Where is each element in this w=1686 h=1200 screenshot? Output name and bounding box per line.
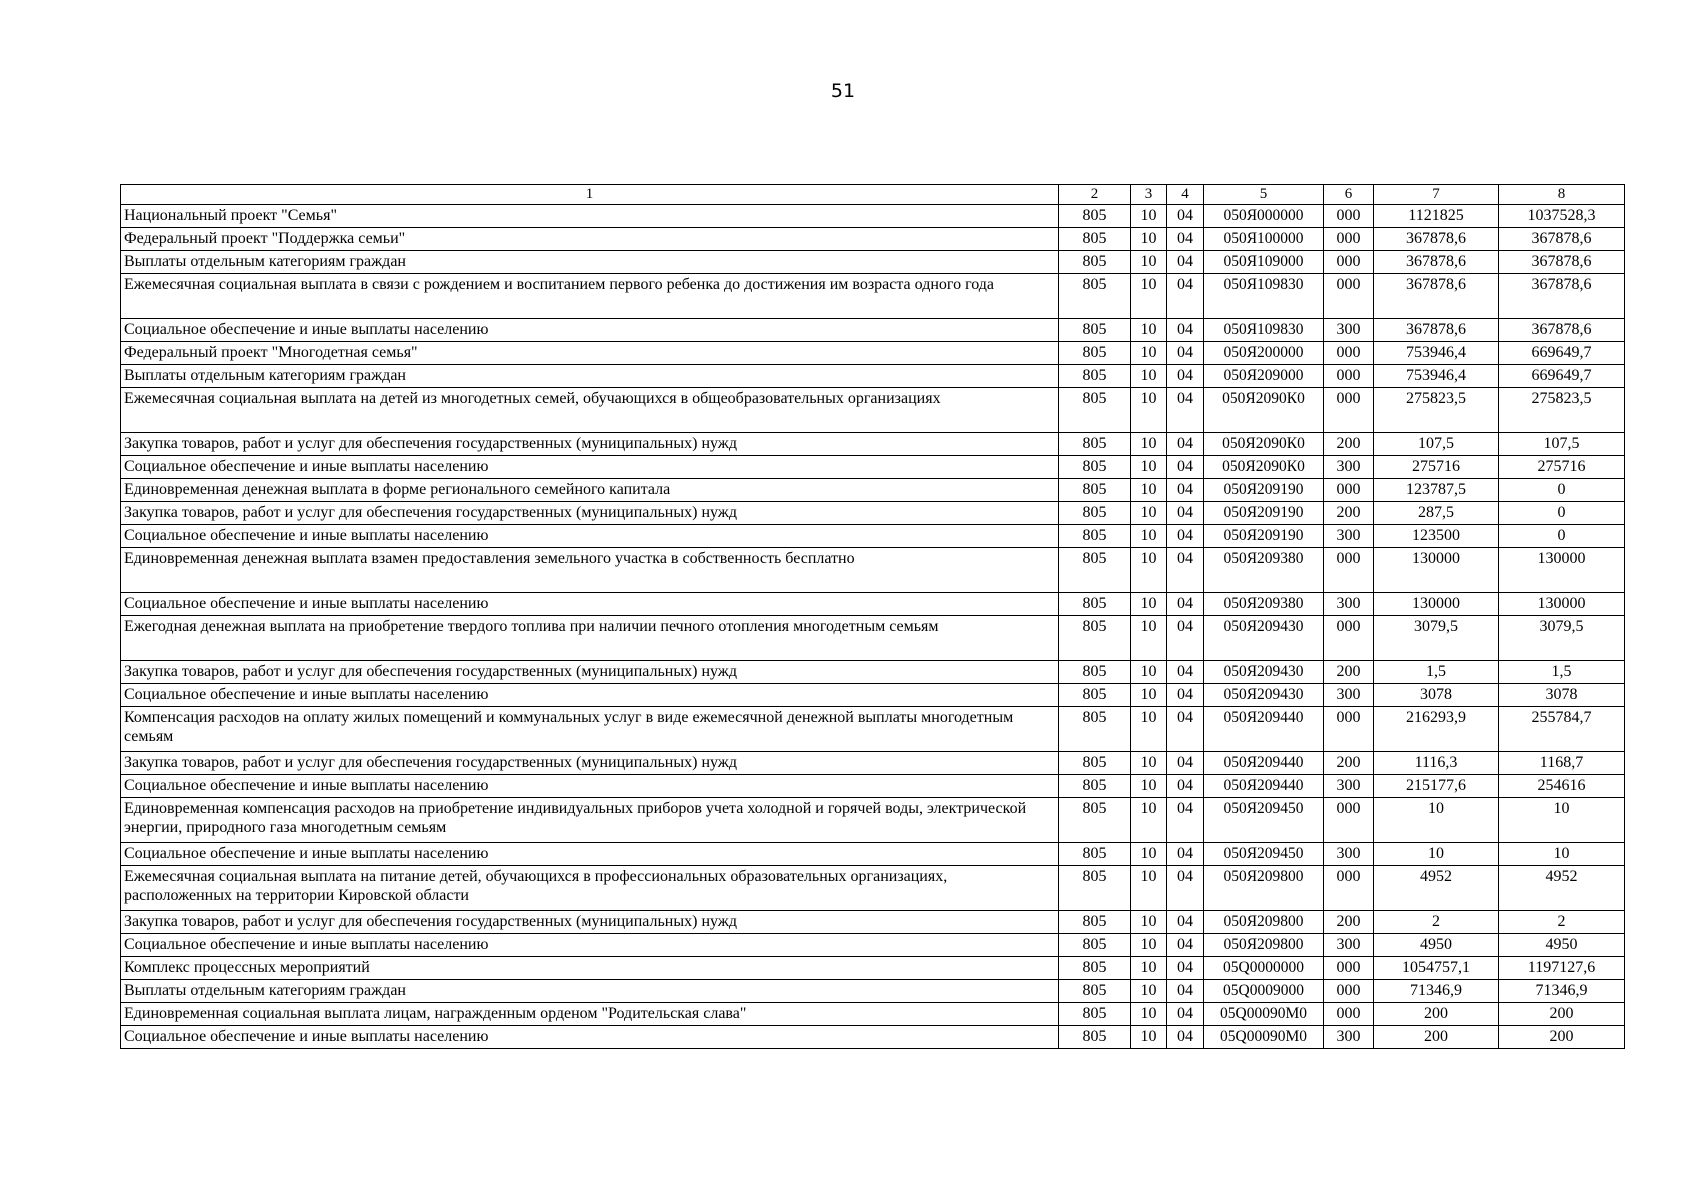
amount-col-8: 4950: [1499, 934, 1625, 957]
target-article-code: 050Я100000: [1204, 228, 1324, 251]
subsection-code: 04: [1167, 342, 1204, 365]
expense-type-code: 300: [1324, 1026, 1374, 1049]
section-code: 10: [1131, 388, 1167, 433]
section-code: 10: [1131, 911, 1167, 934]
item-name: Ежемесячная социальная выплата на питание детей, обучающихся в профессиональных образовательных организациях, расположенных на территории Кировской области: [121, 866, 1059, 911]
table-row: [121, 342, 1625, 365]
section-code: 10: [1131, 934, 1167, 957]
section-code: 10: [1131, 1003, 1167, 1026]
expense-type-code: 300: [1324, 593, 1374, 616]
expense-type-code: 200: [1324, 502, 1374, 525]
amount-col-7: 287,5: [1374, 502, 1499, 525]
amount-col-7: 123500: [1374, 525, 1499, 548]
item-name: Ежемесячная социальная выплата на детей из многодетных семей, обучающихся в общеобразовательных организациях: [121, 388, 1059, 433]
section-code: 10: [1131, 593, 1167, 616]
table-row: [121, 957, 1625, 980]
amount-col-8: 107,5: [1499, 433, 1625, 456]
header-row: [121, 185, 1625, 205]
amount-col-7: 367878,6: [1374, 251, 1499, 274]
table-row: [121, 456, 1625, 479]
ministry-code: 805: [1059, 205, 1131, 228]
subsection-code: 04: [1167, 274, 1204, 319]
table-row: [121, 616, 1625, 661]
table-row: [121, 1026, 1625, 1049]
subsection-code: 04: [1167, 866, 1204, 911]
amount-col-8: 4952: [1499, 866, 1625, 911]
ministry-code: 805: [1059, 752, 1131, 775]
ministry-code: 805: [1059, 456, 1131, 479]
section-code: 10: [1131, 548, 1167, 593]
subsection-code: 04: [1167, 548, 1204, 593]
ministry-code: 805: [1059, 342, 1131, 365]
amount-col-7: 107,5: [1374, 433, 1499, 456]
item-name: Ежегодная денежная выплата на приобретение твердого топлива при наличии печного отопления многодетным семьям: [121, 616, 1059, 661]
section-code: 10: [1131, 957, 1167, 980]
target-article-code: 050Я209190: [1204, 525, 1324, 548]
item-name: Единовременная денежная выплата в форме регионального семейного капитала: [121, 479, 1059, 502]
amount-col-8: 130000: [1499, 593, 1625, 616]
section-code: 10: [1131, 843, 1167, 866]
amount-col-7: 4950: [1374, 934, 1499, 957]
subsection-code: 04: [1167, 707, 1204, 752]
table-row: [121, 593, 1625, 616]
section-code: 10: [1131, 365, 1167, 388]
amount-col-8: 130000: [1499, 548, 1625, 593]
ministry-code: 805: [1059, 661, 1131, 684]
section-code: 10: [1131, 479, 1167, 502]
ministry-code: 805: [1059, 388, 1131, 433]
amount-col-7: 1054757,1: [1374, 957, 1499, 980]
section-code: 10: [1131, 525, 1167, 548]
table-row: [121, 548, 1625, 593]
subsection-code: 04: [1167, 775, 1204, 798]
amount-col-7: 200: [1374, 1003, 1499, 1026]
subsection-code: 04: [1167, 593, 1204, 616]
section-code: 10: [1131, 228, 1167, 251]
amount-col-8: 669649,7: [1499, 342, 1625, 365]
ministry-code: 805: [1059, 525, 1131, 548]
amount-col-8: 200: [1499, 1003, 1625, 1026]
section-code: 10: [1131, 342, 1167, 365]
amount-col-8: 1037528,3: [1499, 205, 1625, 228]
item-name: Единовременная компенсация расходов на приобретение индивидуальных приборов учета холодной и горячей воды, электрической энергии, природного газа многодетным семьям: [121, 798, 1059, 843]
amount-col-7: 1116,3: [1374, 752, 1499, 775]
amount-col-7: 367878,6: [1374, 274, 1499, 319]
amount-col-8: 275823,5: [1499, 388, 1625, 433]
section-code: 10: [1131, 707, 1167, 752]
amount-col-7: 753946,4: [1374, 342, 1499, 365]
expense-type-code: 000: [1324, 365, 1374, 388]
table-row: [121, 661, 1625, 684]
amount-col-7: 2: [1374, 911, 1499, 934]
target-article-code: 050Я209440: [1204, 752, 1324, 775]
expense-type-code: 000: [1324, 548, 1374, 593]
amount-col-8: 367878,6: [1499, 274, 1625, 319]
amount-col-7: 130000: [1374, 548, 1499, 593]
amount-col-7: 367878,6: [1374, 319, 1499, 342]
subsection-code: 04: [1167, 365, 1204, 388]
table-row: [121, 911, 1625, 934]
expense-type-code: 000: [1324, 1003, 1374, 1026]
ministry-code: 805: [1059, 365, 1131, 388]
item-name: Закупка товаров, работ и услуг для обеспечения государственных (муниципальных) нужд: [121, 661, 1059, 684]
section-code: 10: [1131, 775, 1167, 798]
expense-type-code: 200: [1324, 911, 1374, 934]
amount-col-8: 71346,9: [1499, 980, 1625, 1003]
ministry-code: 805: [1059, 843, 1131, 866]
item-name: Выплаты отдельным категориям граждан: [121, 980, 1059, 1003]
item-name: Единовременная денежная выплата взамен предоставления земельного участка в собственность бесплатно: [121, 548, 1059, 593]
table-row: [121, 228, 1625, 251]
amount-col-8: 10: [1499, 843, 1625, 866]
amount-col-8: 367878,6: [1499, 228, 1625, 251]
amount-col-8: 1197127,6: [1499, 957, 1625, 980]
section-code: 10: [1131, 684, 1167, 707]
target-article-code: 050Я109830: [1204, 274, 1324, 319]
target-article-code: 050Я209380: [1204, 548, 1324, 593]
target-article-code: 050Я200000: [1204, 342, 1324, 365]
item-name: Социальное обеспечение и иные выплаты населению: [121, 456, 1059, 479]
amount-col-8: 669649,7: [1499, 365, 1625, 388]
amount-col-7: 367878,6: [1374, 228, 1499, 251]
item-name: Социальное обеспечение и иные выплаты населению: [121, 934, 1059, 957]
column-header: 2: [1059, 185, 1131, 205]
ministry-code: 805: [1059, 548, 1131, 593]
subsection-code: 04: [1167, 957, 1204, 980]
target-article-code: 05Q00090M0: [1204, 1003, 1324, 1026]
amount-col-7: 200: [1374, 1026, 1499, 1049]
target-article-code: 050Я209800: [1204, 866, 1324, 911]
amount-col-8: 3079,5: [1499, 616, 1625, 661]
section-code: 10: [1131, 866, 1167, 911]
amount-col-7: 10: [1374, 798, 1499, 843]
amount-col-7: 1121825: [1374, 205, 1499, 228]
expense-type-code: 000: [1324, 388, 1374, 433]
subsection-code: 04: [1167, 684, 1204, 707]
target-article-code: 050Я2090К0: [1204, 433, 1324, 456]
target-article-code: 050Я209450: [1204, 798, 1324, 843]
target-article-code: 05Q0000000: [1204, 957, 1324, 980]
target-article-code: 05Q00090M0: [1204, 1026, 1324, 1049]
expense-type-code: 300: [1324, 775, 1374, 798]
amount-col-8: 2: [1499, 911, 1625, 934]
target-article-code: 050Я209440: [1204, 775, 1324, 798]
table-row: [121, 866, 1625, 911]
table-row: [121, 433, 1625, 456]
item-name: Социальное обеспечение и иные выплаты населению: [121, 593, 1059, 616]
column-header: 6: [1324, 185, 1374, 205]
table-row: [121, 251, 1625, 274]
ministry-code: 805: [1059, 911, 1131, 934]
amount-col-8: 254616: [1499, 775, 1625, 798]
table-row: [121, 365, 1625, 388]
subsection-code: 04: [1167, 205, 1204, 228]
ministry-code: 805: [1059, 957, 1131, 980]
expense-type-code: 000: [1324, 798, 1374, 843]
table-row: [121, 205, 1625, 228]
expense-type-code: 000: [1324, 251, 1374, 274]
amount-col-7: 130000: [1374, 593, 1499, 616]
expense-type-code: 300: [1324, 843, 1374, 866]
amount-col-7: 3078: [1374, 684, 1499, 707]
item-name: Социальное обеспечение и иные выплаты населению: [121, 319, 1059, 342]
subsection-code: 04: [1167, 251, 1204, 274]
target-article-code: 05Q0009000: [1204, 980, 1324, 1003]
ministry-code: 805: [1059, 616, 1131, 661]
section-code: 10: [1131, 502, 1167, 525]
subsection-code: 04: [1167, 502, 1204, 525]
item-name: Закупка товаров, работ и услуг для обеспечения государственных (муниципальных) нужд: [121, 911, 1059, 934]
expense-type-code: 200: [1324, 433, 1374, 456]
item-name: Закупка товаров, работ и услуг для обеспечения государственных (муниципальных) нужд: [121, 502, 1059, 525]
item-name: Национальный проект "Семья": [121, 205, 1059, 228]
amount-col-7: 275716: [1374, 456, 1499, 479]
target-article-code: 050Я209440: [1204, 707, 1324, 752]
subsection-code: 04: [1167, 228, 1204, 251]
ministry-code: 805: [1059, 1003, 1131, 1026]
table-row: [121, 980, 1625, 1003]
expense-type-code: 200: [1324, 661, 1374, 684]
expense-type-code: 000: [1324, 274, 1374, 319]
table-row: [121, 388, 1625, 433]
subsection-code: 04: [1167, 980, 1204, 1003]
expense-type-code: 000: [1324, 866, 1374, 911]
amount-col-7: 4952: [1374, 866, 1499, 911]
target-article-code: 050Я209450: [1204, 843, 1324, 866]
amount-col-7: 10: [1374, 843, 1499, 866]
section-code: 10: [1131, 205, 1167, 228]
column-header: 4: [1167, 185, 1204, 205]
section-code: 10: [1131, 980, 1167, 1003]
target-article-code: 050Я209430: [1204, 684, 1324, 707]
subsection-code: 04: [1167, 479, 1204, 502]
expense-type-code: 000: [1324, 342, 1374, 365]
item-name: Социальное обеспечение и иные выплаты населению: [121, 525, 1059, 548]
amount-col-8: 0: [1499, 502, 1625, 525]
subsection-code: 04: [1167, 1026, 1204, 1049]
ministry-code: 805: [1059, 502, 1131, 525]
amount-col-8: 367878,6: [1499, 251, 1625, 274]
ministry-code: 805: [1059, 593, 1131, 616]
section-code: 10: [1131, 319, 1167, 342]
expense-type-code: 200: [1324, 752, 1374, 775]
amount-col-7: 215177,6: [1374, 775, 1499, 798]
table-row: [121, 1003, 1625, 1026]
item-name: Выплаты отдельным категориям граждан: [121, 365, 1059, 388]
item-name: Выплаты отдельным категориям граждан: [121, 251, 1059, 274]
subsection-code: 04: [1167, 934, 1204, 957]
ministry-code: 805: [1059, 433, 1131, 456]
subsection-code: 04: [1167, 1003, 1204, 1026]
ministry-code: 805: [1059, 228, 1131, 251]
target-article-code: 050Я000000: [1204, 205, 1324, 228]
target-article-code: 050Я209380: [1204, 593, 1324, 616]
target-article-code: 050Я109000: [1204, 251, 1324, 274]
target-article-code: 050Я209800: [1204, 934, 1324, 957]
table-row: [121, 502, 1625, 525]
section-code: 10: [1131, 752, 1167, 775]
expense-type-code: 000: [1324, 707, 1374, 752]
ministry-code: 805: [1059, 274, 1131, 319]
item-name: Федеральный проект "Поддержка семьи": [121, 228, 1059, 251]
section-code: 10: [1131, 798, 1167, 843]
expense-type-code: 300: [1324, 684, 1374, 707]
table-row: [121, 707, 1625, 752]
table-row: [121, 934, 1625, 957]
amount-col-8: 10: [1499, 798, 1625, 843]
ministry-code: 805: [1059, 798, 1131, 843]
target-article-code: 050Я209190: [1204, 502, 1324, 525]
section-code: 10: [1131, 616, 1167, 661]
section-code: 10: [1131, 1026, 1167, 1049]
ministry-code: 805: [1059, 980, 1131, 1003]
amount-col-8: 1,5: [1499, 661, 1625, 684]
table-row: [121, 752, 1625, 775]
budget-table: [120, 184, 1625, 1049]
amount-col-8: 200: [1499, 1026, 1625, 1049]
section-code: 10: [1131, 456, 1167, 479]
column-header: 1: [121, 185, 1059, 205]
target-article-code: 050Я2090К0: [1204, 388, 1324, 433]
subsection-code: 04: [1167, 456, 1204, 479]
ministry-code: 805: [1059, 707, 1131, 752]
subsection-code: 04: [1167, 525, 1204, 548]
ministry-code: 805: [1059, 866, 1131, 911]
target-article-code: 050Я2090К0: [1204, 456, 1324, 479]
expense-type-code: 000: [1324, 616, 1374, 661]
amount-col-7: 123787,5: [1374, 479, 1499, 502]
amount-col-8: 0: [1499, 525, 1625, 548]
column-header: 8: [1499, 185, 1625, 205]
expense-type-code: 300: [1324, 525, 1374, 548]
item-name: Ежемесячная социальная выплата в связи с рождением и воспитанием первого ребенка до достижения им возраста одного года: [121, 274, 1059, 319]
subsection-code: 04: [1167, 616, 1204, 661]
item-name: Комплекс процессных мероприятий: [121, 957, 1059, 980]
table-row: [121, 274, 1625, 319]
column-header: 7: [1374, 185, 1499, 205]
page-number: 51: [830, 80, 856, 102]
amount-col-8: 255784,7: [1499, 707, 1625, 752]
amount-col-8: 3078: [1499, 684, 1625, 707]
amount-col-7: 1,5: [1374, 661, 1499, 684]
item-name: Единовременная социальная выплата лицам, награжденным орденом "Родительская слава": [121, 1003, 1059, 1026]
table-row: [121, 775, 1625, 798]
amount-col-8: 367878,6: [1499, 319, 1625, 342]
expense-type-code: 300: [1324, 319, 1374, 342]
target-article-code: 050Я209190: [1204, 479, 1324, 502]
item-name: Федеральный проект "Многодетная семья": [121, 342, 1059, 365]
table-row: [121, 684, 1625, 707]
table-row: [121, 525, 1625, 548]
column-header: 3: [1131, 185, 1167, 205]
target-article-code: 050Я209430: [1204, 661, 1324, 684]
expense-type-code: 300: [1324, 456, 1374, 479]
section-code: 10: [1131, 274, 1167, 319]
amount-col-7: 216293,9: [1374, 707, 1499, 752]
section-code: 10: [1131, 251, 1167, 274]
expense-type-code: 000: [1324, 980, 1374, 1003]
expense-type-code: 000: [1324, 479, 1374, 502]
section-code: 10: [1131, 433, 1167, 456]
ministry-code: 805: [1059, 251, 1131, 274]
ministry-code: 805: [1059, 684, 1131, 707]
target-article-code: 050Я209430: [1204, 616, 1324, 661]
amount-col-8: 0: [1499, 479, 1625, 502]
subsection-code: 04: [1167, 388, 1204, 433]
subsection-code: 04: [1167, 911, 1204, 934]
subsection-code: 04: [1167, 433, 1204, 456]
target-article-code: 050Я109830: [1204, 319, 1324, 342]
expense-type-code: 300: [1324, 934, 1374, 957]
ministry-code: 805: [1059, 1026, 1131, 1049]
subsection-code: 04: [1167, 798, 1204, 843]
amount-col-7: 71346,9: [1374, 980, 1499, 1003]
table-row: [121, 843, 1625, 866]
amount-col-7: 753946,4: [1374, 365, 1499, 388]
column-header: 5: [1204, 185, 1324, 205]
item-name: Компенсация расходов на оплату жилых помещений и коммунальных услуг в виде ежемесячной денежной выплаты многодетным семьям: [121, 707, 1059, 752]
item-name: Закупка товаров, работ и услуг для обеспечения государственных (муниципальных) нужд: [121, 433, 1059, 456]
target-article-code: 050Я209000: [1204, 365, 1324, 388]
table-row: [121, 319, 1625, 342]
subsection-code: 04: [1167, 843, 1204, 866]
amount-col-7: 275823,5: [1374, 388, 1499, 433]
item-name: Социальное обеспечение и иные выплаты населению: [121, 843, 1059, 866]
ministry-code: 805: [1059, 934, 1131, 957]
table-row: [121, 798, 1625, 843]
target-article-code: 050Я209800: [1204, 911, 1324, 934]
subsection-code: 04: [1167, 661, 1204, 684]
item-name: Социальное обеспечение и иные выплаты населению: [121, 684, 1059, 707]
amount-col-8: 1168,7: [1499, 752, 1625, 775]
expense-type-code: 000: [1324, 228, 1374, 251]
item-name: Закупка товаров, работ и услуг для обеспечения государственных (муниципальных) нужд: [121, 752, 1059, 775]
table-row: [121, 479, 1625, 502]
subsection-code: 04: [1167, 319, 1204, 342]
section-code: 10: [1131, 661, 1167, 684]
subsection-code: 04: [1167, 752, 1204, 775]
item-name: Социальное обеспечение и иные выплаты населению: [121, 775, 1059, 798]
expense-type-code: 000: [1324, 205, 1374, 228]
ministry-code: 805: [1059, 775, 1131, 798]
amount-col-7: 3079,5: [1374, 616, 1499, 661]
ministry-code: 805: [1059, 479, 1131, 502]
ministry-code: 805: [1059, 319, 1131, 342]
amount-col-8: 275716: [1499, 456, 1625, 479]
expense-type-code: 000: [1324, 957, 1374, 980]
item-name: Социальное обеспечение и иные выплаты населению: [121, 1026, 1059, 1049]
